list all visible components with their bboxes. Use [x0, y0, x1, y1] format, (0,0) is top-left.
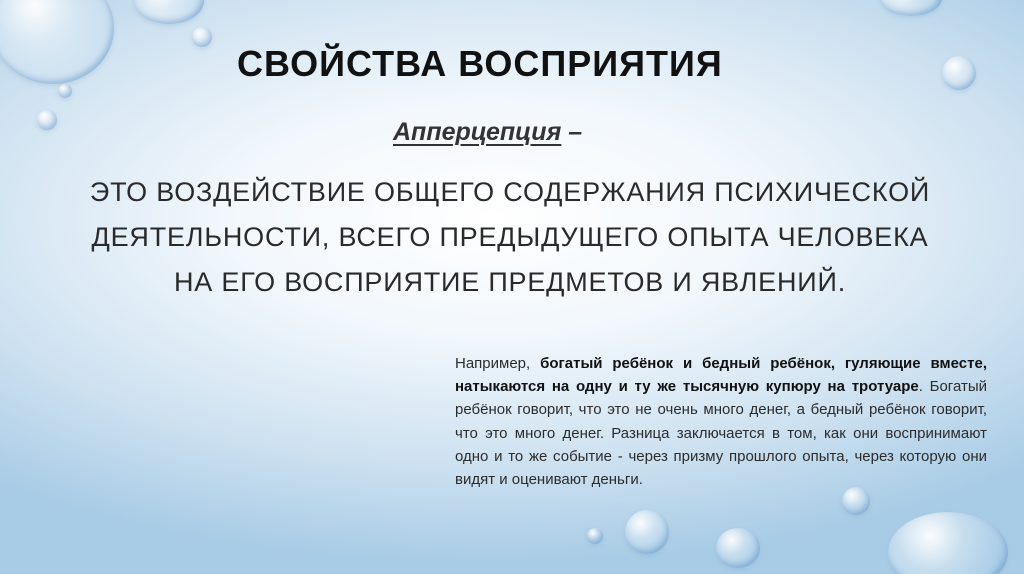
term-line — [393, 118, 582, 147]
water-drop-decoration — [134, 0, 204, 24]
example-paragraph — [455, 352, 987, 491]
example-rest: . Богатый ребёнок говорит, что это не очень много денег, а бедный ребёнок говорит, что это много денег. Разница заключается в том, как они воспринимают одно и то же событие - через призму прошлого опыта, через которую они видят и оценивают деньги. — [455, 378, 987, 489]
definition: ЭТО ВОЗДЕЙСТВИЕ ОБЩЕГО СОДЕРЖАНИЯ ПСИХИЧЕСКОЙ ДЕЯТЕЛЬНОСТИ, ВСЕГО ПРЕДЫДУЩЕГО ОПЫТА ЧЕЛОВЕКА НА ЕГО ВОСПРИЯТИЕ ПРЕДМЕТОВ И ЯВЛЕНИЙ. — [89, 177, 931, 297]
water-drop-decoration — [716, 528, 760, 568]
water-drop-decoration — [37, 110, 57, 130]
water-drop-decoration — [587, 528, 603, 544]
water-drop-decoration — [880, 0, 942, 16]
slide-title: СВОЙСТВА ВОСПРИЯТИЯ — [237, 43, 723, 84]
water-drop-decoration — [942, 56, 976, 90]
example-intro: Например, — [455, 355, 541, 372]
water-drop-decoration — [625, 510, 669, 554]
water-drop-decoration — [888, 512, 1008, 574]
example-bold: богатый ребёнок и бедный ребёнок, гуляющие вместе, натыкаются на одну и ту же тысячную купюру на тротуаре — [455, 355, 987, 396]
water-drop-decoration — [58, 84, 72, 98]
water-drop-decoration — [192, 27, 212, 47]
water-drop-decoration — [0, 0, 114, 84]
term: Апперцепция — [393, 118, 562, 146]
term-dash: – — [568, 118, 583, 146]
